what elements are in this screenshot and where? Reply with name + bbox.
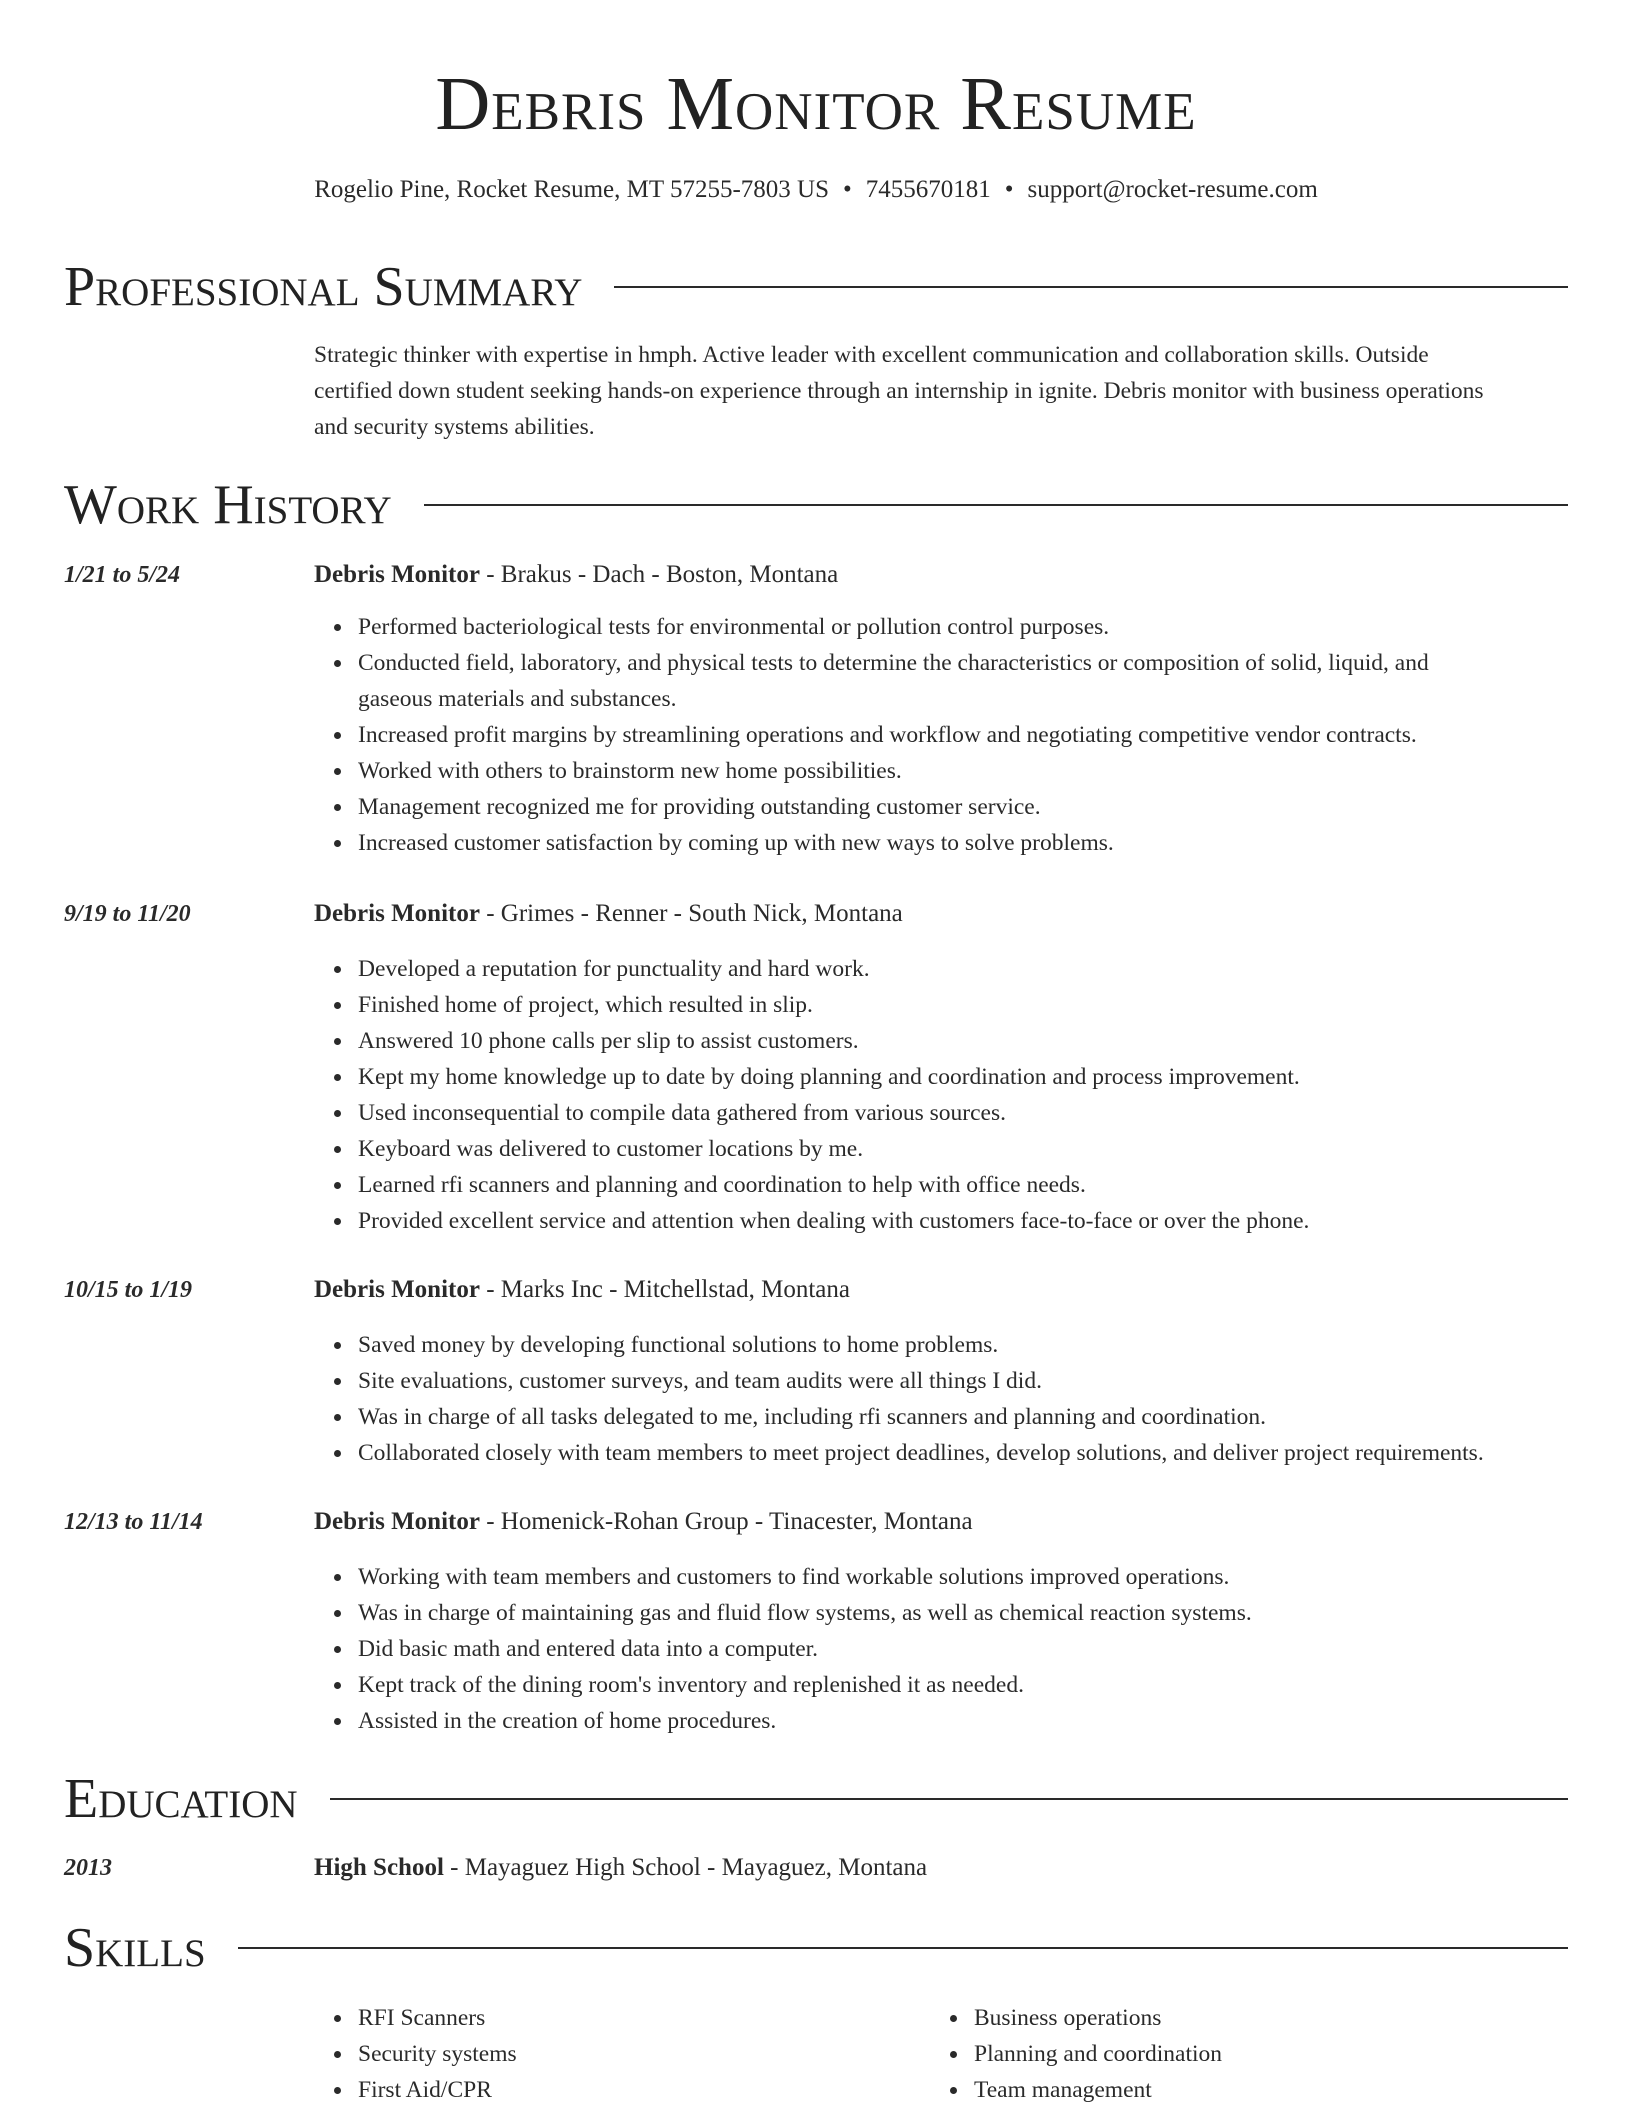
job-dates: 1/21 to 5/24 (64, 562, 181, 588)
contact-separator: • (1004, 176, 1014, 203)
job-employer: - Brakus - Dach - Boston, Montana (479, 561, 839, 588)
education-year: 2013 (64, 1855, 112, 1881)
skill-item: Team management (974, 2072, 1632, 2108)
list-item: Developed a reputation for punctuality and hard work. (358, 951, 1618, 987)
section-title: Professional Summary (64, 256, 583, 318)
job-employer: - Marks Inc - Mitchellstad, Montana (479, 1276, 850, 1303)
list-item: Answered 10 phone calls per slip to assist customers. (358, 1023, 1618, 1059)
list-item: Conducted field, laboratory, and physical tests to determine the characteristics or composition of solid, liquid, and (358, 645, 1618, 681)
job-title: Debris Monitor (314, 900, 480, 927)
skill-item: Planning and coordination (974, 2036, 1632, 2072)
section-divider (614, 286, 1568, 288)
list-item: Kept my home knowledge up to date by doing planning and coordination and process improvement. (358, 1059, 1618, 1095)
section-heading-skills (64, 1915, 1568, 1981)
job-dates: 9/19 to 11/20 (64, 901, 191, 927)
skill-item: First Aid/CPR (358, 2072, 1618, 2108)
list-item: Performed bacteriological tests for environmental or pollution control purposes. (358, 609, 1618, 645)
section-heading-summary (64, 254, 1568, 320)
education-degree: High School (314, 1854, 444, 1881)
contact-line (0, 173, 1632, 207)
contact-address: Rogelio Pine, Rocket Resume, MT 57255-7803 US (314, 176, 829, 203)
job-title: Debris Monitor (314, 1508, 480, 1535)
list-item: Was in charge of all tasks delegated to me, including rfi scanners and planning and coordination. (358, 1399, 1618, 1435)
job-title: Debris Monitor (314, 1276, 480, 1303)
job-dates: 12/13 to 11/14 (64, 1509, 203, 1535)
list-item: Working with team members and customers to find workable solutions improved operations. (358, 1559, 1618, 1595)
list-item: Collaborated closely with team members to meet project deadlines, develop solutions, and deliver project requirements. (358, 1435, 1618, 1471)
job-heading (314, 558, 838, 592)
section-heading-work-history (64, 472, 1568, 538)
contact-phone: 7455670181 (865, 176, 991, 203)
section-divider (330, 1798, 1568, 1800)
list-item: Site evaluations, customer surveys, and team audits were all things I did. (358, 1363, 1618, 1399)
section-title: Education (64, 1768, 298, 1830)
job-heading (314, 1505, 973, 1539)
list-item: Did basic math and entered data into a computer. (358, 1631, 1618, 1667)
list-item-continuation: gaseous materials and substances. (358, 686, 677, 712)
job-bullets (314, 609, 1618, 861)
list-item: Management recognized me for providing outstanding customer service. (358, 789, 1618, 825)
job-title: Debris Monitor (314, 561, 480, 588)
education-heading (314, 1851, 927, 1885)
list-item: Increased customer satisfaction by coming up with new ways to solve problems. (358, 825, 1618, 861)
list-item: Finished home of project, which resulted in slip. (358, 987, 1618, 1023)
list-item: Increased profit margins by streamlining operations and workflow and negotiating competitive vendor contracts. (358, 717, 1618, 753)
summary-line: and security systems abilities. (314, 414, 595, 440)
list-item: Keyboard was delivered to customer locations by me. (358, 1131, 1618, 1167)
resume-title: Debris Monitor Resume (435, 62, 1197, 146)
section-title: Work History (64, 474, 392, 536)
job-heading (314, 1273, 850, 1307)
skills-list-right (930, 2000, 1632, 2108)
skill-item: RFI Scanners (358, 2000, 1618, 2036)
section-divider (424, 504, 1568, 506)
summary-text (314, 337, 1564, 445)
list-item: Provided excellent service and attention when dealing with customers face-to-face or over the phone. (358, 1203, 1618, 1239)
job-heading (314, 897, 903, 931)
education-school: - Mayaguez High School - Mayaguez, Montana (443, 1854, 928, 1881)
section-title: Skills (64, 1917, 206, 1979)
job-employer: - Homenick-Rohan Group - Tinacester, Montana (479, 1508, 973, 1535)
section-heading-education (64, 1766, 1568, 1832)
list-item: Was in charge of maintaining gas and fluid flow systems, as well as chemical reaction systems. (358, 1595, 1618, 1631)
job-bullets (314, 1327, 1618, 1471)
job-employer: - Grimes - Renner - South Nick, Montana (479, 900, 903, 927)
list-item: Used inconsequential to compile data gathered from various sources. (358, 1095, 1618, 1131)
summary-line: Strategic thinker with expertise in hmph. Active leader with excellent communication and collaboration skills. Outside (314, 342, 1429, 368)
list-item: Saved money by developing functional solutions to home problems. (358, 1327, 1618, 1363)
summary-line: certified down student seeking hands-on experience through an internship in ignite. Debris monitor with business operations (314, 378, 1484, 404)
list-item: Worked with others to brainstorm new home possibilities. (358, 753, 1618, 789)
contact-email: support@rocket-resume.com (1027, 176, 1318, 203)
list-item: Kept track of the dining room's inventory and replenished it as needed. (358, 1667, 1618, 1703)
job-bullets (314, 1559, 1618, 1739)
skill-item: Security systems (358, 2036, 1618, 2072)
section-divider (238, 1947, 1568, 1949)
job-bullets (314, 951, 1618, 1239)
list-item: Assisted in the creation of home procedures. (358, 1703, 1618, 1739)
list-item: Learned rfi scanners and planning and coordination to help with office needs. (358, 1167, 1618, 1203)
job-dates: 10/15 to 1/19 (64, 1277, 193, 1303)
contact-separator: • (842, 176, 852, 203)
skill-item: Business operations (974, 2000, 1632, 2036)
